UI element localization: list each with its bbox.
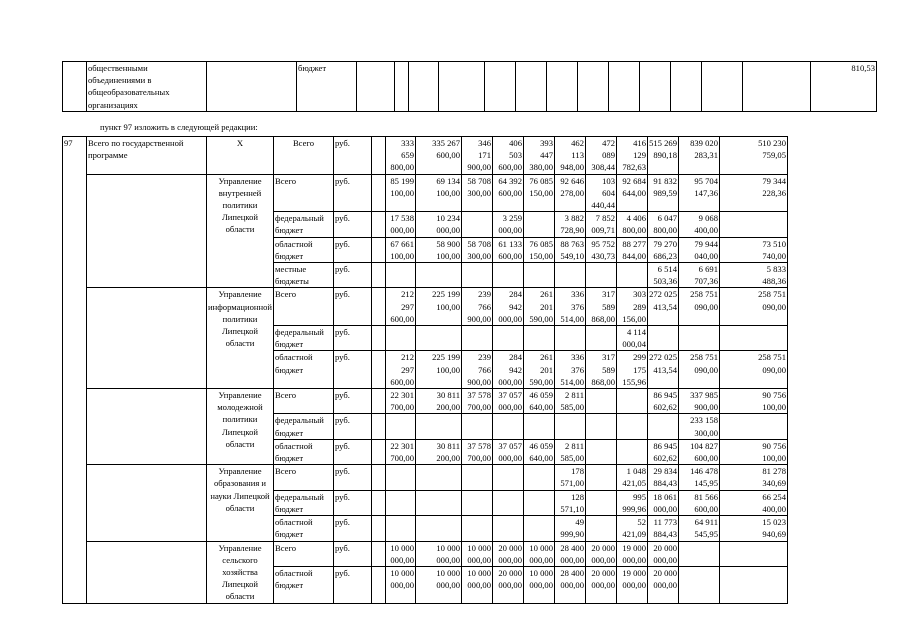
value-cell: 19 000 000,00 — [617, 567, 648, 603]
value-cell: 1 048 421,05 — [617, 465, 648, 490]
value-cell: 239 766 900,00 — [462, 351, 493, 389]
value-cell — [462, 465, 493, 490]
value-cell — [386, 263, 416, 288]
value-cell — [720, 212, 788, 237]
value-cell — [555, 263, 586, 288]
value-cell: 239 766 900,00 — [462, 288, 493, 326]
value-cell: 76 085 150,00 — [524, 237, 555, 262]
value-cell — [462, 263, 493, 288]
cell — [547, 62, 578, 112]
value-cell: 79 944 040,00 — [679, 237, 720, 262]
cell — [578, 62, 609, 112]
value-cell: 317 589 868,00 — [586, 288, 617, 326]
value-cell: 212 297 600,00 — [386, 351, 416, 389]
value-cell: 52 421,09 — [617, 516, 648, 541]
value-cell: 3 259 000,00 — [493, 212, 524, 237]
value-cell: 28 400 000,00 — [555, 541, 586, 567]
value-cell: 5 833 488,36 — [720, 263, 788, 288]
amendment-note: пункт 97 изложить в следующей редакции: — [100, 122, 258, 132]
spacer-cell — [372, 351, 386, 389]
value-cell: 284 942 000,00 — [493, 351, 524, 389]
value-cell: 11 773 884,43 — [648, 516, 679, 541]
value-cell: 6 047 800,00 — [648, 212, 679, 237]
unit-cell: руб. — [334, 465, 372, 490]
value-cell — [617, 439, 648, 464]
value-cell: 416 129 782,63 — [617, 137, 648, 175]
value-cell — [524, 516, 555, 541]
value-cell: 29 834 884,43 — [648, 465, 679, 490]
source-cell: федеральный бюджет — [274, 326, 334, 351]
value-cell: 90 756 100,00 — [720, 389, 788, 414]
value-cell — [617, 414, 648, 439]
spacer-cell — [87, 288, 207, 389]
value-cell: 4 406 800,00 — [617, 212, 648, 237]
value-cell — [586, 263, 617, 288]
value-cell: 995 999,96 — [617, 490, 648, 515]
value-cell: 272 025 413,54 — [648, 351, 679, 389]
unit-cell: руб. — [334, 541, 372, 567]
value-cell — [720, 326, 788, 351]
value-cell: 10 000 000,00 — [462, 567, 493, 603]
value-cell: 58 708 300,00 — [462, 174, 493, 212]
table-row — [63, 541, 854, 567]
value-cell: 472 089 308,44 — [586, 137, 617, 175]
value-cell — [416, 414, 462, 439]
value-cell: 30 811 200,00 — [416, 389, 462, 414]
value-cell: 261 201 590,00 — [524, 288, 555, 326]
table-row — [63, 174, 854, 212]
value-cell: 22 301 700,00 — [386, 389, 416, 414]
value-cell: 58 900 100,00 — [416, 237, 462, 262]
spacer-cell — [372, 414, 386, 439]
value-cell: 225 199 100,00 — [416, 351, 462, 389]
value-cell: 393 447 380,00 — [524, 137, 555, 175]
value-cell: 284 942 000,00 — [493, 288, 524, 326]
value-cell: 67 661 100,00 — [386, 237, 416, 262]
value-cell: 86 945 602,62 — [648, 389, 679, 414]
spacer-cell — [372, 516, 386, 541]
value-cell: 37 578 700,00 — [462, 389, 493, 414]
value-cell: 346 171 900,00 — [462, 137, 493, 175]
cell — [439, 62, 485, 112]
spacer-cell — [372, 237, 386, 262]
unit-cell: руб. — [334, 351, 372, 389]
value-cell: 79 344 228,36 — [720, 174, 788, 212]
value-cell: 64 911 545,95 — [679, 516, 720, 541]
value-cell — [586, 490, 617, 515]
value-cell: 7 852 009,71 — [586, 212, 617, 237]
value-cell: 22 301 700,00 — [386, 439, 416, 464]
value-cell: 61 133 600,00 — [493, 237, 524, 262]
value-cell: 19 000 000,00 — [617, 541, 648, 567]
spacer-cell — [87, 174, 207, 288]
value-cell: 20 000 000,00 — [648, 541, 679, 567]
spacer-cell — [372, 326, 386, 351]
value-cell: 335 267 600,00 — [416, 137, 462, 175]
value-cell: 20 000 000,00 — [586, 567, 617, 603]
value-cell: 303 289 156,00 — [617, 288, 648, 326]
source-cell: Всего — [274, 389, 334, 414]
value-cell: 37 057 000,00 — [493, 439, 524, 464]
value-cell: 88 763 549,10 — [555, 237, 586, 262]
value-cell: 2 811 585,00 — [555, 439, 586, 464]
value-cell: 272 025 413,54 — [648, 288, 679, 326]
value-cell — [720, 567, 788, 603]
source-cell: Всего — [274, 465, 334, 490]
value-cell: 4 114 000,04 — [617, 326, 648, 351]
source-cell: областной бюджет — [274, 567, 334, 603]
cell — [207, 62, 297, 112]
value-cell — [679, 567, 720, 603]
value-cell — [386, 465, 416, 490]
executor-name: Управление образования и науки Липецкой области — [207, 465, 274, 541]
cell — [409, 62, 439, 112]
value-cell: 30 811 200,00 — [416, 439, 462, 464]
value-cell: 10 000 000,00 — [416, 541, 462, 567]
spacer-cell — [87, 541, 207, 603]
value-cell — [679, 541, 720, 567]
value-cell: 258 751 090,00 — [720, 288, 788, 326]
value-cell: 95 704 147,36 — [679, 174, 720, 212]
value-cell: 86 945 602,62 — [648, 439, 679, 464]
unit-cell: руб. — [334, 174, 372, 212]
value-cell: 6 514 503,36 — [648, 263, 679, 288]
value-cell — [416, 326, 462, 351]
value-cell — [386, 326, 416, 351]
unit-cell: руб. — [334, 212, 372, 237]
executor-name: Управление информационной политики Липецкой области — [207, 288, 274, 389]
value-cell: 46 059 640,00 — [524, 389, 555, 414]
value-cell: 49 999,90 — [555, 516, 586, 541]
top-table — [62, 61, 877, 112]
value-cell: 81 278 340,69 — [720, 465, 788, 490]
value-cell — [524, 263, 555, 288]
source-cell: федеральный бюджет — [274, 414, 334, 439]
spacer-cell — [87, 465, 207, 541]
value-cell — [648, 414, 679, 439]
value-cell: 10 000 000,00 — [462, 541, 493, 567]
cell — [609, 62, 640, 112]
value-cell: 15 023 940,69 — [720, 516, 788, 541]
value-cell: 79 270 686,23 — [648, 237, 679, 262]
source-cell: федеральный бюджет — [274, 490, 334, 515]
source-cell: местные бюджеты — [274, 263, 334, 288]
value-cell — [524, 465, 555, 490]
value-cell — [679, 326, 720, 351]
spacer-cell — [372, 174, 386, 212]
value-cell — [720, 541, 788, 567]
value-cell — [586, 326, 617, 351]
source-cell: Всего — [274, 137, 334, 175]
value-cell: 17 538 000,00 — [386, 212, 416, 237]
value-cell — [586, 465, 617, 490]
cell — [63, 62, 87, 112]
value-cell: 258 751 090,00 — [679, 288, 720, 326]
unit-cell: руб. — [334, 567, 372, 603]
value-cell — [524, 326, 555, 351]
table-row — [63, 389, 854, 414]
value-cell: 88 277 844,00 — [617, 237, 648, 262]
value-cell: 76 085 150,00 — [524, 174, 555, 212]
unit-cell: руб. — [334, 516, 372, 541]
spacer-cell — [372, 212, 386, 237]
value-cell: 37 057 000,00 — [493, 389, 524, 414]
value-cell: 66 254 400,00 — [720, 490, 788, 515]
value-cell: 406 503 600,00 — [493, 137, 524, 175]
value-cell: 10 000 000,00 — [524, 567, 555, 603]
value-cell — [648, 326, 679, 351]
value-cell — [586, 516, 617, 541]
executor-name: Управление сельского хозяйства Липецкой области — [207, 541, 274, 603]
value-cell — [493, 465, 524, 490]
item-title: Всего по государственной программе — [87, 137, 207, 175]
source-cell: федеральный бюджет — [274, 212, 334, 237]
source-cell: Всего — [274, 541, 334, 567]
value-cell: 10 000 000,00 — [416, 567, 462, 603]
value-cell — [524, 414, 555, 439]
cell — [702, 62, 743, 112]
cell — [671, 62, 702, 112]
unit-cell: руб. — [334, 414, 372, 439]
value-cell: 299 175 155,96 — [617, 351, 648, 389]
cell — [640, 62, 671, 112]
spacer-cell — [372, 541, 386, 567]
value-cell: 178 571,00 — [555, 465, 586, 490]
item-number: 97 — [63, 137, 87, 604]
value-cell — [462, 516, 493, 541]
value-cell: 317 589 868,00 — [586, 351, 617, 389]
value-cell — [555, 414, 586, 439]
cell — [395, 62, 409, 112]
value-cell: 92 684 644,00 — [617, 174, 648, 212]
value-cell: 839 020 283,31 — [679, 137, 720, 175]
value-cell — [493, 516, 524, 541]
spacer-cell — [372, 263, 386, 288]
cell — [485, 62, 516, 112]
value-cell: 462 113 948,00 — [555, 137, 586, 175]
row-source: бюджет — [297, 62, 357, 112]
value-cell: 95 752 430,73 — [586, 237, 617, 262]
table-row — [63, 288, 854, 326]
value-cell: 58 708 300,00 — [462, 237, 493, 262]
value-cell: 20 000 000,00 — [493, 541, 524, 567]
value-cell: 64 392 600,00 — [493, 174, 524, 212]
unit-cell: руб. — [334, 326, 372, 351]
value-cell: 10 000 000,00 — [524, 541, 555, 567]
value-cell: 91 832 989,59 — [648, 174, 679, 212]
executor-cell: X — [207, 137, 274, 175]
value-cell — [555, 326, 586, 351]
source-cell: Всего — [274, 174, 334, 212]
value-cell — [416, 263, 462, 288]
value-cell: 2 811 585,00 — [555, 389, 586, 414]
value-cell: 46 059 640,00 — [524, 439, 555, 464]
value-cell: 20 000 000,00 — [493, 567, 524, 603]
unit-cell: руб. — [334, 237, 372, 262]
executor-name: Управление внутренней политики Липецкой области — [207, 174, 274, 288]
value-cell: 37 578 700,00 — [462, 439, 493, 464]
table-row — [63, 465, 854, 490]
value-cell: 337 985 900,00 — [679, 389, 720, 414]
value-cell — [386, 490, 416, 515]
executor-name: Управление молодежной политики Липецкой области — [207, 389, 274, 465]
spacer-cell — [372, 439, 386, 464]
value-cell: 20 000 000,00 — [586, 541, 617, 567]
value-cell: 258 751 090,00 — [679, 351, 720, 389]
value-cell: 92 646 278,00 — [555, 174, 586, 212]
value-cell — [386, 516, 416, 541]
value-cell: 73 510 740,00 — [720, 237, 788, 262]
source-cell: областной бюджет — [274, 516, 334, 541]
row-last-value: 810,53 — [811, 62, 877, 112]
unit-cell: руб. — [334, 263, 372, 288]
value-cell — [493, 490, 524, 515]
value-cell: 510 230 759,05 — [720, 137, 788, 175]
value-cell: 225 199 100,00 — [416, 288, 462, 326]
unit-cell: руб. — [334, 389, 372, 414]
cell — [516, 62, 547, 112]
spacer-cell — [87, 389, 207, 465]
value-cell — [720, 414, 788, 439]
value-cell — [462, 326, 493, 351]
value-cell: 212 297 600,00 — [386, 288, 416, 326]
unit-cell: руб. — [334, 137, 372, 175]
spacer-cell — [372, 137, 386, 175]
value-cell: 333 659 800,00 — [386, 137, 416, 175]
value-cell: 3 882 728,90 — [555, 212, 586, 237]
source-cell: областной бюджет — [274, 439, 334, 464]
value-cell: 104 827 600,00 — [679, 439, 720, 464]
value-cell: 233 158 300,00 — [679, 414, 720, 439]
value-cell — [617, 389, 648, 414]
value-cell: 85 199 100,00 — [386, 174, 416, 212]
value-cell: 258 751 090,00 — [720, 351, 788, 389]
value-cell: 69 134 100,00 — [416, 174, 462, 212]
value-cell — [462, 414, 493, 439]
value-cell: 103 604 440,44 — [586, 174, 617, 212]
value-cell — [493, 414, 524, 439]
value-cell: 81 566 600,00 — [679, 490, 720, 515]
value-cell — [493, 263, 524, 288]
value-cell: 90 756 100,00 — [720, 439, 788, 464]
value-cell — [462, 212, 493, 237]
program-table — [62, 136, 854, 604]
spacer-cell — [372, 567, 386, 603]
source-cell: Всего — [274, 288, 334, 326]
value-cell — [586, 414, 617, 439]
value-cell — [416, 490, 462, 515]
value-cell — [386, 414, 416, 439]
value-cell: 10 234 000,00 — [416, 212, 462, 237]
spacer-cell — [372, 389, 386, 414]
value-cell: 515 269 890,18 — [648, 137, 679, 175]
spacer-cell — [372, 288, 386, 326]
table-row — [63, 137, 854, 175]
value-cell — [524, 490, 555, 515]
value-cell: 6 691 707,36 — [679, 263, 720, 288]
source-cell: областной бюджет — [274, 351, 334, 389]
value-cell: 9 068 400,00 — [679, 212, 720, 237]
value-cell: 261 201 590,00 — [524, 351, 555, 389]
unit-cell: руб. — [334, 439, 372, 464]
value-cell — [524, 212, 555, 237]
value-cell: 10 000 000,00 — [386, 567, 416, 603]
value-cell — [586, 439, 617, 464]
unit-cell: руб. — [334, 490, 372, 515]
unit-cell: руб. — [334, 288, 372, 326]
cell — [743, 62, 811, 112]
table-row — [63, 62, 877, 112]
value-cell: 128 571,10 — [555, 490, 586, 515]
row-name: общественными объединениями в общеобразовательных организациях — [87, 62, 207, 112]
value-cell: 336 376 514,00 — [555, 351, 586, 389]
value-cell — [586, 389, 617, 414]
spacer-cell — [372, 465, 386, 490]
value-cell: 10 000 000,00 — [386, 541, 416, 567]
value-cell: 20 000 000,00 — [648, 567, 679, 603]
cell — [357, 62, 395, 112]
value-cell: 146 478 145,95 — [679, 465, 720, 490]
value-cell: 18 061 000,00 — [648, 490, 679, 515]
value-cell — [462, 490, 493, 515]
value-cell — [617, 263, 648, 288]
source-cell: областной бюджет — [274, 237, 334, 262]
value-cell: 336 376 514,00 — [555, 288, 586, 326]
value-cell — [416, 516, 462, 541]
value-cell — [493, 326, 524, 351]
value-cell: 28 400 000,00 — [555, 567, 586, 603]
value-cell — [416, 465, 462, 490]
spacer-cell — [372, 490, 386, 515]
